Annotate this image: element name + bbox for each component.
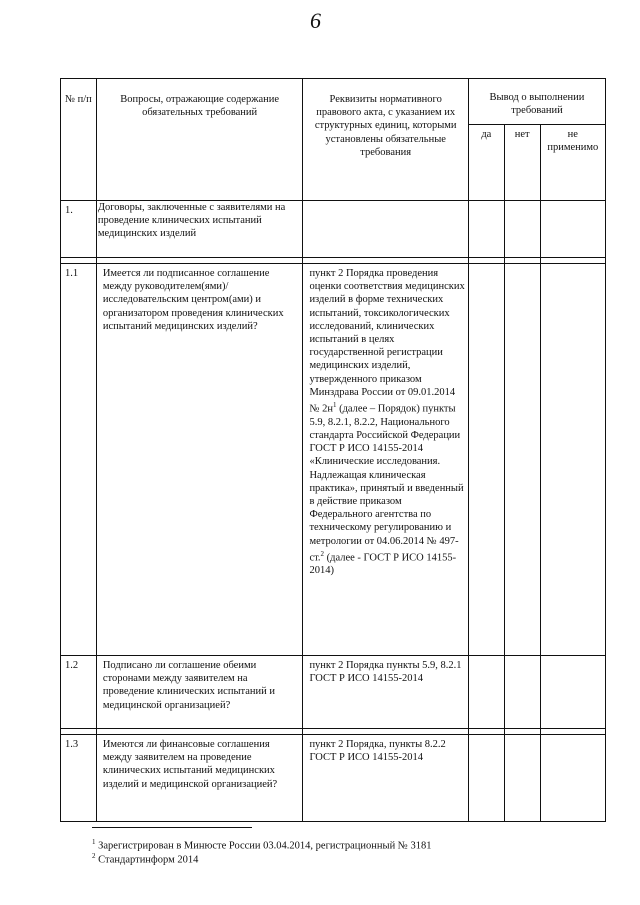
- section-num: 1.: [61, 201, 97, 258]
- row-requisites: пункт 2 Порядка, пункты 8.2.2 ГОСТ Р ИСО 14155-2014: [303, 735, 469, 822]
- table-row: [61, 656, 606, 729]
- row-question: Имеются ли финансовые соглашения между заявителем на проведение клинических испытаний медицинских изделий и медицинской организацией?: [96, 735, 303, 822]
- table-header-row: [61, 79, 606, 125]
- row-requisites: пункт 2 Порядка проведения оценки соответствия медицинских изделий в форме технических испытаний, токсикологических исследований, клинических испытаний в целях государственной регистрации медицинских изделий, утвержденного приказом Минздрава России от 09.01.2014 № $2н^1$ (далее – Порядок) пункты 5.9, 8.2.1, 8.2.2, Национального стандарта Российской Федерации ГОСТ Р ИСО 14155-2014 «Клинические исследования. Надлежащая клиническая практика», принятый и введенный в действие приказом Федерального агентства по техническому регулированию и метрологии от 04.06.2014 № 497-ст.$^2$ (далее - ГОСТ Р ИСО 14155-2014): [303, 264, 469, 656]
- page-number: 6: [310, 8, 321, 33]
- row-num: 1.3: [61, 735, 97, 822]
- header-yes: да: [468, 125, 504, 201]
- header-conclusion: Вывод о выполнении требований: [468, 79, 605, 125]
- row-num: 1.1: [61, 264, 97, 656]
- row-requisites: пункт 2 Порядка пункты 5.9, 8.2.1 ГОСТ Р ИСО 14155-2014: [303, 656, 469, 729]
- row-num: 1.2: [61, 656, 97, 729]
- section-title: Договоры, заключенные с заявителями на проведение клинических испытаний медицинских изделий: [96, 201, 303, 258]
- header-no: нет: [504, 125, 540, 201]
- header-na: не применимо: [540, 125, 605, 201]
- footnote-divider: [92, 827, 252, 828]
- row-question: Имеется ли подписанное соглашение между руководителем(ями)/ исследовательским центром(ами) и организатором проведения клинических испытаний медицинских изделий?: [96, 264, 303, 656]
- table-row: [61, 264, 606, 656]
- section-row: [61, 201, 606, 258]
- table-row: [61, 735, 606, 822]
- header-questions: Вопросы, отражающие содержание обязательных требований: [96, 79, 303, 201]
- footnote-1: $^1$ Зарегистрирован в Минюсте России 03.04.2014, регистрационный № 3181: [92, 838, 432, 852]
- header-num: № п/п: [61, 79, 97, 201]
- header-requisites: Реквизиты нормативного правового акта, с указанием их структурных единиц, которыми установлены обязательные требования: [303, 79, 469, 201]
- footnote-2: $^2$ Стандартинформ 2014: [92, 852, 199, 866]
- row-question: Подписано ли соглашение обеими сторонами между заявителем на проведение клинических испытаний и медицинской организацией?: [96, 656, 303, 729]
- requirements-table: [60, 78, 606, 822]
